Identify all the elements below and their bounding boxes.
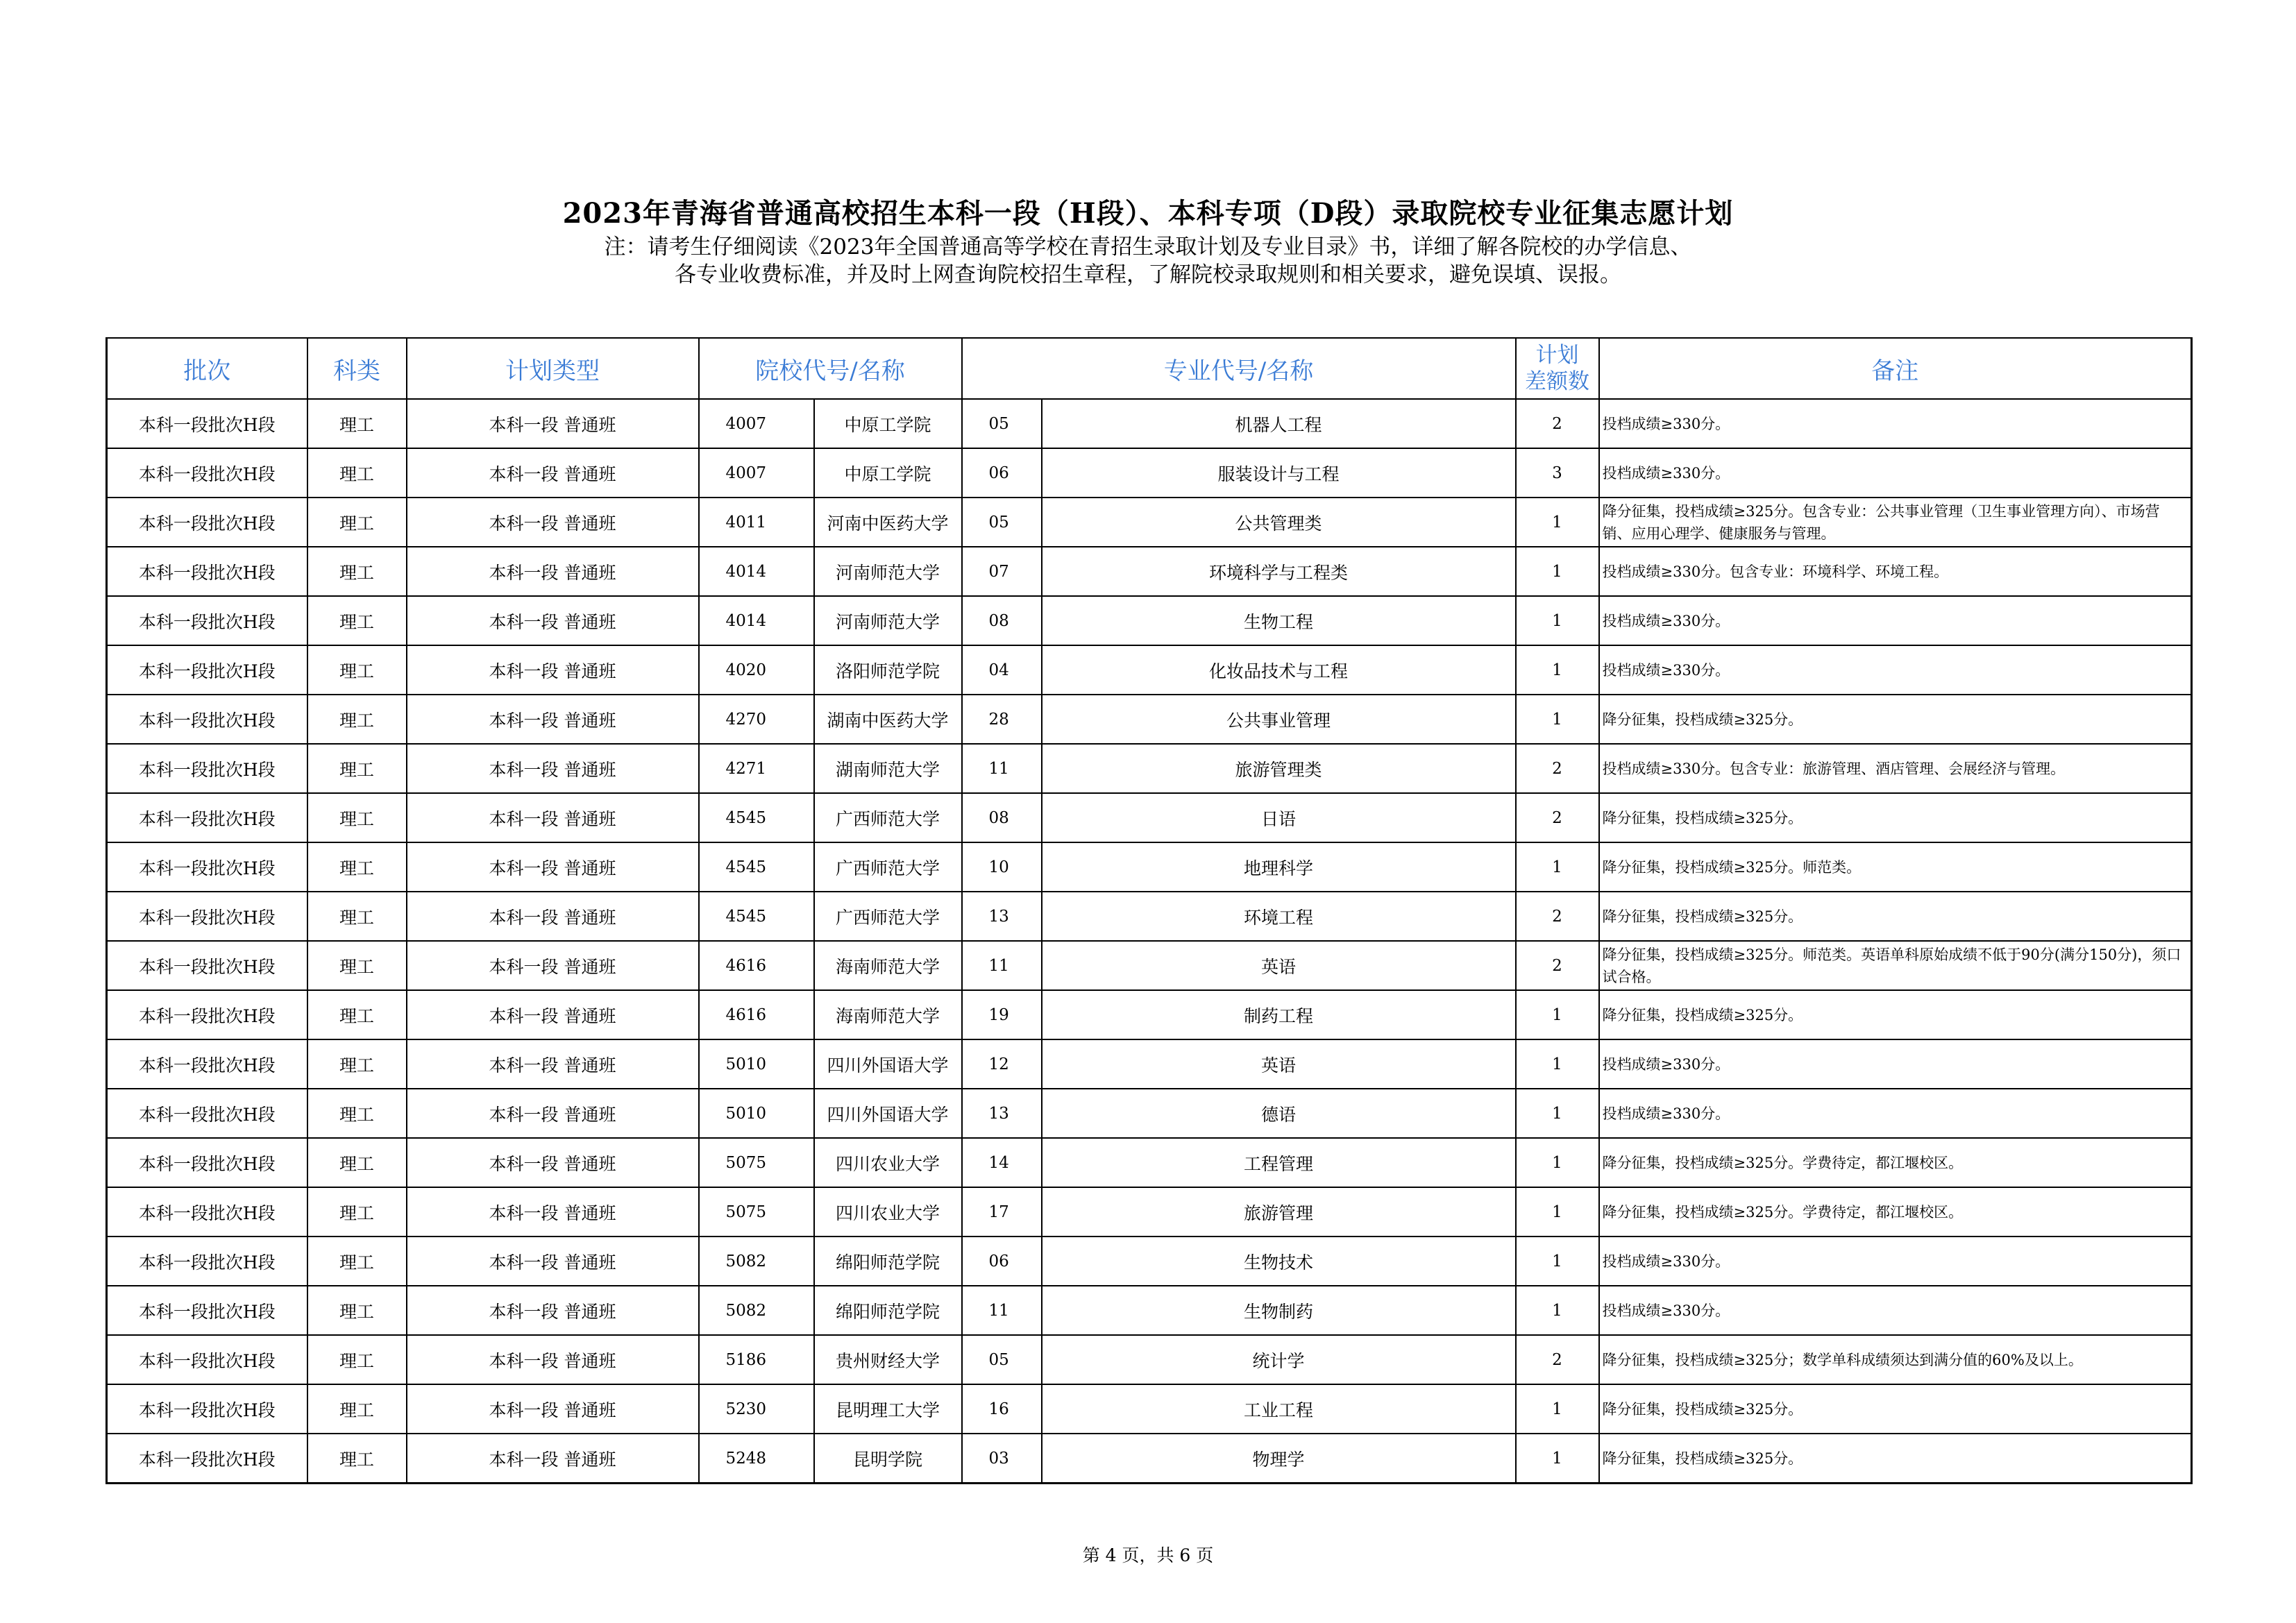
cell-batch: 本科一段批次H段 xyxy=(107,842,307,892)
cell-category: 理工 xyxy=(307,1434,407,1484)
table-row xyxy=(107,695,2192,744)
cell-school-name: 绵阳师范学院 xyxy=(814,1237,962,1286)
table-header-row xyxy=(107,338,2192,399)
cell-remark: 降分征集，投档成绩≥325分。 xyxy=(1599,1434,2192,1484)
cell-plan-gap: 1 xyxy=(1516,1089,1599,1138)
cell-school-name: 海南师范大学 xyxy=(814,990,962,1039)
cell-school-name: 中原工学院 xyxy=(814,448,962,498)
cell-batch: 本科一段批次H段 xyxy=(107,1089,307,1138)
cell-major-code: 16 xyxy=(962,1384,1042,1434)
cell-school-name: 昆明学院 xyxy=(814,1434,962,1484)
cell-school-name: 四川农业大学 xyxy=(814,1138,962,1187)
cell-school-code: 5082 xyxy=(699,1237,814,1286)
cell-batch: 本科一段批次H段 xyxy=(107,1187,307,1237)
cell-plan-gap: 1 xyxy=(1516,695,1599,744)
table-row xyxy=(107,892,2192,941)
cell-batch: 本科一段批次H段 xyxy=(107,596,307,645)
cell-school-code: 5230 xyxy=(699,1384,814,1434)
cell-plan-gap: 1 xyxy=(1516,1187,1599,1237)
cell-remark: 降分征集，投档成绩≥325分。师范类。 xyxy=(1599,842,2192,892)
cell-school-code: 4014 xyxy=(699,596,814,645)
cell-school-name: 昆明理工大学 xyxy=(814,1384,962,1434)
cell-category: 理工 xyxy=(307,793,407,842)
cell-plan-gap: 1 xyxy=(1516,645,1599,695)
cell-major-code: 04 xyxy=(962,645,1042,695)
document-title: 2023年青海省普通高校招生本科一段（H段）、本科专项（D段）录取院校专业征集志愿计划 xyxy=(562,197,1734,230)
cell-plan-gap: 1 xyxy=(1516,1237,1599,1286)
cell-remark: 降分征集，投档成绩≥325分。 xyxy=(1599,990,2192,1039)
cell-major-code: 05 xyxy=(962,399,1042,448)
cell-plan-type: 本科一段 普通班 xyxy=(407,1089,699,1138)
cell-plan-gap: 1 xyxy=(1516,1384,1599,1434)
cell-remark: 投档成绩≥330分。 xyxy=(1599,448,2192,498)
cell-school-code: 4545 xyxy=(699,892,814,941)
page-footer: 第 4 页，共 6 页 xyxy=(1082,1545,1214,1565)
cell-plan-type: 本科一段 普通班 xyxy=(407,892,699,941)
table-row xyxy=(107,1434,2192,1484)
cell-school-name: 河南中医药大学 xyxy=(814,498,962,547)
cell-major-name: 生物技术 xyxy=(1042,1237,1516,1286)
cell-major-code: 11 xyxy=(962,744,1042,793)
table-row xyxy=(107,744,2192,793)
cell-plan-type: 本科一段 普通班 xyxy=(407,399,699,448)
cell-major-code: 08 xyxy=(962,793,1042,842)
cell-batch: 本科一段批次H段 xyxy=(107,892,307,941)
cell-major-code: 17 xyxy=(962,1187,1042,1237)
cell-remark: 降分征集，投档成绩≥325分。学费待定，都江堰校区。 xyxy=(1599,1187,2192,1237)
cell-plan-gap: 1 xyxy=(1516,1039,1599,1089)
cell-plan-type: 本科一段 普通班 xyxy=(407,498,699,547)
cell-batch: 本科一段批次H段 xyxy=(107,1237,307,1286)
table-row xyxy=(107,1138,2192,1187)
header-plan-gap-line1: 计划 xyxy=(1535,343,1579,368)
cell-school-code: 4011 xyxy=(699,498,814,547)
cell-school-code: 5248 xyxy=(699,1434,814,1484)
cell-school-name: 海南师范大学 xyxy=(814,941,962,990)
cell-remark: 投档成绩≥330分。 xyxy=(1599,1039,2192,1089)
header-batch: 批次 xyxy=(107,338,307,399)
cell-remark: 投档成绩≥330分。 xyxy=(1599,1237,2192,1286)
cell-major-name: 工业工程 xyxy=(1042,1384,1516,1434)
cell-plan-gap: 2 xyxy=(1516,793,1599,842)
cell-school-name: 贵州财经大学 xyxy=(814,1335,962,1384)
cell-category: 理工 xyxy=(307,645,407,695)
cell-plan-type: 本科一段 普通班 xyxy=(407,990,699,1039)
cell-plan-type: 本科一段 普通班 xyxy=(407,1237,699,1286)
cell-school-code: 5186 xyxy=(699,1335,814,1384)
cell-school-code: 5010 xyxy=(699,1089,814,1138)
cell-remark: 投档成绩≥330分。 xyxy=(1599,1286,2192,1335)
cell-major-code: 12 xyxy=(962,1039,1042,1089)
cell-batch: 本科一段批次H段 xyxy=(107,941,307,990)
cell-major-name: 生物制药 xyxy=(1042,1286,1516,1335)
cell-category: 理工 xyxy=(307,744,407,793)
table-row xyxy=(107,1187,2192,1237)
cell-remark: 投档成绩≥330分。 xyxy=(1599,645,2192,695)
cell-school-name: 广西师范大学 xyxy=(814,892,962,941)
cell-school-code: 4616 xyxy=(699,941,814,990)
table-row xyxy=(107,941,2192,990)
cell-school-name: 湖南师范大学 xyxy=(814,744,962,793)
cell-plan-type: 本科一段 普通班 xyxy=(407,1384,699,1434)
cell-category: 理工 xyxy=(307,596,407,645)
cell-major-name: 环境工程 xyxy=(1042,892,1516,941)
cell-category: 理工 xyxy=(307,498,407,547)
table-row xyxy=(107,1286,2192,1335)
cell-major-name: 生物工程 xyxy=(1042,596,1516,645)
cell-plan-gap: 2 xyxy=(1516,941,1599,990)
cell-plan-gap: 2 xyxy=(1516,1335,1599,1384)
cell-category: 理工 xyxy=(307,448,407,498)
cell-batch: 本科一段批次H段 xyxy=(107,498,307,547)
table-row xyxy=(107,990,2192,1039)
cell-school-code: 4007 xyxy=(699,399,814,448)
header-remark: 备注 xyxy=(1599,338,2192,399)
cell-plan-type: 本科一段 普通班 xyxy=(407,1187,699,1237)
cell-plan-type: 本科一段 普通班 xyxy=(407,1286,699,1335)
cell-category: 理工 xyxy=(307,1384,407,1434)
cell-plan-gap: 1 xyxy=(1516,547,1599,596)
cell-category: 理工 xyxy=(307,1138,407,1187)
table-row xyxy=(107,793,2192,842)
cell-plan-gap: 3 xyxy=(1516,448,1599,498)
cell-category: 理工 xyxy=(307,399,407,448)
cell-plan-type: 本科一段 普通班 xyxy=(407,793,699,842)
cell-school-name: 湖南中医药大学 xyxy=(814,695,962,744)
cell-remark: 投档成绩≥330分。 xyxy=(1599,1089,2192,1138)
table-row xyxy=(107,1089,2192,1138)
header-school: 院校代号/名称 xyxy=(699,338,962,399)
header-category: 科类 xyxy=(307,338,407,399)
cell-major-code: 11 xyxy=(962,1286,1042,1335)
cell-school-name: 洛阳师范学院 xyxy=(814,645,962,695)
cell-remark: 降分征集，投档成绩≥325分。 xyxy=(1599,793,2192,842)
cell-plan-type: 本科一段 普通班 xyxy=(407,695,699,744)
table-row xyxy=(107,547,2192,596)
cell-remark: 投档成绩≥330分。包含专业：旅游管理、酒店管理、会展经济与管理。 xyxy=(1599,744,2192,793)
cell-plan-gap: 2 xyxy=(1516,744,1599,793)
table-row xyxy=(107,1237,2192,1286)
cell-plan-gap: 1 xyxy=(1516,1138,1599,1187)
cell-school-name: 河南师范大学 xyxy=(814,547,962,596)
table-row xyxy=(107,1039,2192,1089)
cell-remark: 投档成绩≥330分。包含专业：环境科学、环境工程。 xyxy=(1599,547,2192,596)
table-row xyxy=(107,399,2192,448)
header-major: 专业代号/名称 xyxy=(962,338,1516,399)
cell-major-name: 英语 xyxy=(1042,941,1516,990)
cell-remark: 降分征集，投档成绩≥325分。包含专业：公共事业管理（卫生事业管理方向）、市场营销、应用心理学、健康服务与管理。 xyxy=(1599,498,2192,547)
cell-category: 理工 xyxy=(307,842,407,892)
cell-plan-type: 本科一段 普通班 xyxy=(407,744,699,793)
cell-plan-type: 本科一段 普通班 xyxy=(407,1039,699,1089)
cell-plan-type: 本科一段 普通班 xyxy=(407,842,699,892)
cell-batch: 本科一段批次H段 xyxy=(107,448,307,498)
cell-batch: 本科一段批次H段 xyxy=(107,645,307,695)
table-row xyxy=(107,448,2192,498)
cell-plan-gap: 1 xyxy=(1516,842,1599,892)
cell-school-name: 绵阳师范学院 xyxy=(814,1286,962,1335)
cell-major-name: 旅游管理类 xyxy=(1042,744,1516,793)
cell-plan-gap: 1 xyxy=(1516,1286,1599,1335)
cell-category: 理工 xyxy=(307,695,407,744)
cell-major-name: 统计学 xyxy=(1042,1335,1516,1384)
cell-school-code: 5075 xyxy=(699,1187,814,1237)
table-row xyxy=(107,645,2192,695)
cell-major-name: 化妆品技术与工程 xyxy=(1042,645,1516,695)
cell-major-code: 19 xyxy=(962,990,1042,1039)
header-plan-gap-line2: 差额数 xyxy=(1525,369,1589,394)
cell-plan-type: 本科一段 普通班 xyxy=(407,596,699,645)
cell-major-code: 05 xyxy=(962,1335,1042,1384)
cell-major-name: 服装设计与工程 xyxy=(1042,448,1516,498)
cell-school-code: 4020 xyxy=(699,645,814,695)
cell-batch: 本科一段批次H段 xyxy=(107,695,307,744)
cell-major-name: 地理科学 xyxy=(1042,842,1516,892)
cell-major-code: 08 xyxy=(962,596,1042,645)
cell-plan-type: 本科一段 普通班 xyxy=(407,1434,699,1484)
table-row xyxy=(107,842,2192,892)
cell-major-name: 物理学 xyxy=(1042,1434,1516,1484)
cell-major-name: 环境科学与工程类 xyxy=(1042,547,1516,596)
cell-remark: 降分征集，投档成绩≥325分。师范类。英语单科原始成绩不低于90分(满分150分)，须口试合格。 xyxy=(1599,941,2192,990)
cell-remark: 投档成绩≥330分。 xyxy=(1599,399,2192,448)
table-row xyxy=(107,1384,2192,1434)
cell-remark: 降分征集，投档成绩≥325分。 xyxy=(1599,892,2192,941)
cell-plan-type: 本科一段 普通班 xyxy=(407,547,699,596)
cell-major-code: 05 xyxy=(962,498,1042,547)
cell-school-name: 广西师范大学 xyxy=(814,793,962,842)
cell-remark: 降分征集，投档成绩≥325分。 xyxy=(1599,695,2192,744)
cell-batch: 本科一段批次H段 xyxy=(107,1384,307,1434)
cell-school-code: 4007 xyxy=(699,448,814,498)
cell-category: 理工 xyxy=(307,990,407,1039)
cell-plan-gap: 2 xyxy=(1516,892,1599,941)
cell-major-name: 公共事业管理 xyxy=(1042,695,1516,744)
cell-major-code: 28 xyxy=(962,695,1042,744)
cell-batch: 本科一段批次H段 xyxy=(107,1286,307,1335)
cell-school-name: 中原工学院 xyxy=(814,399,962,448)
cell-plan-type: 本科一段 普通班 xyxy=(407,645,699,695)
cell-batch: 本科一段批次H段 xyxy=(107,1434,307,1484)
cell-batch: 本科一段批次H段 xyxy=(107,1039,307,1089)
cell-school-code: 4545 xyxy=(699,842,814,892)
cell-batch: 本科一段批次H段 xyxy=(107,990,307,1039)
cell-school-name: 四川农业大学 xyxy=(814,1187,962,1237)
cell-category: 理工 xyxy=(307,941,407,990)
cell-batch: 本科一段批次H段 xyxy=(107,547,307,596)
cell-category: 理工 xyxy=(307,547,407,596)
cell-batch: 本科一段批次H段 xyxy=(107,1335,307,1384)
cell-school-code: 4271 xyxy=(699,744,814,793)
cell-major-code: 10 xyxy=(962,842,1042,892)
cell-category: 理工 xyxy=(307,1089,407,1138)
cell-major-name: 工程管理 xyxy=(1042,1138,1516,1187)
cell-major-code: 13 xyxy=(962,892,1042,941)
cell-major-code: 14 xyxy=(962,1138,1042,1187)
cell-school-code: 4270 xyxy=(699,695,814,744)
admission-plan-table xyxy=(105,337,2193,1484)
cell-school-code: 4616 xyxy=(699,990,814,1039)
cell-plan-gap: 1 xyxy=(1516,498,1599,547)
cell-major-name: 公共管理类 xyxy=(1042,498,1516,547)
table-row xyxy=(107,1335,2192,1384)
table-row xyxy=(107,498,2192,547)
cell-major-name: 英语 xyxy=(1042,1039,1516,1089)
cell-major-code: 11 xyxy=(962,941,1042,990)
cell-batch: 本科一段批次H段 xyxy=(107,1138,307,1187)
cell-category: 理工 xyxy=(307,1335,407,1384)
cell-major-name: 机器人工程 xyxy=(1042,399,1516,448)
cell-batch: 本科一段批次H段 xyxy=(107,744,307,793)
cell-remark: 降分征集，投档成绩≥325分。 xyxy=(1599,1384,2192,1434)
cell-major-name: 旅游管理 xyxy=(1042,1187,1516,1237)
cell-category: 理工 xyxy=(307,1237,407,1286)
cell-plan-gap: 1 xyxy=(1516,990,1599,1039)
table-row xyxy=(107,596,2192,645)
notice-line-2: 各专业收费标准，并及时上网查询院校招生章程，了解院校录取规则和相关要求，避免误填、误报。 xyxy=(675,262,1621,287)
cell-plan-type: 本科一段 普通班 xyxy=(407,941,699,990)
cell-major-code: 06 xyxy=(962,1237,1042,1286)
cell-major-name: 制药工程 xyxy=(1042,990,1516,1039)
header-plan-type: 计划类型 xyxy=(407,338,699,399)
cell-plan-type: 本科一段 普通班 xyxy=(407,448,699,498)
cell-plan-gap: 1 xyxy=(1516,1434,1599,1484)
cell-major-name: 日语 xyxy=(1042,793,1516,842)
cell-major-code: 06 xyxy=(962,448,1042,498)
cell-category: 理工 xyxy=(307,1286,407,1335)
cell-major-code: 03 xyxy=(962,1434,1042,1484)
notice-line-1: 注：请考生仔细阅读《2023年全国普通高等学校在青招生录取计划及专业目录》书，详细了解各院校的办学信息、 xyxy=(604,235,1692,260)
cell-school-code: 5082 xyxy=(699,1286,814,1335)
cell-school-name: 四川外国语大学 xyxy=(814,1039,962,1089)
cell-remark: 投档成绩≥330分。 xyxy=(1599,596,2192,645)
cell-category: 理工 xyxy=(307,892,407,941)
cell-category: 理工 xyxy=(307,1187,407,1237)
cell-plan-type: 本科一段 普通班 xyxy=(407,1138,699,1187)
cell-school-code: 4014 xyxy=(699,547,814,596)
cell-school-code: 5010 xyxy=(699,1039,814,1089)
cell-school-name: 河南师范大学 xyxy=(814,596,962,645)
cell-school-name: 广西师范大学 xyxy=(814,842,962,892)
cell-major-code: 13 xyxy=(962,1089,1042,1138)
cell-school-name: 四川外国语大学 xyxy=(814,1089,962,1138)
cell-remark: 降分征集，投档成绩≥325分；数学单科成绩须达到满分值的60%及以上。 xyxy=(1599,1335,2192,1384)
cell-school-code: 5075 xyxy=(699,1138,814,1187)
cell-batch: 本科一段批次H段 xyxy=(107,793,307,842)
cell-major-code: 07 xyxy=(962,547,1042,596)
cell-batch: 本科一段批次H段 xyxy=(107,399,307,448)
cell-plan-gap: 1 xyxy=(1516,596,1599,645)
cell-school-code: 4545 xyxy=(699,793,814,842)
cell-plan-gap: 2 xyxy=(1516,399,1599,448)
cell-category: 理工 xyxy=(307,1039,407,1089)
cell-remark: 降分征集，投档成绩≥325分。学费待定，都江堰校区。 xyxy=(1599,1138,2192,1187)
cell-major-name: 德语 xyxy=(1042,1089,1516,1138)
header-plan-gap xyxy=(1516,338,1599,399)
cell-plan-type: 本科一段 普通班 xyxy=(407,1335,699,1384)
